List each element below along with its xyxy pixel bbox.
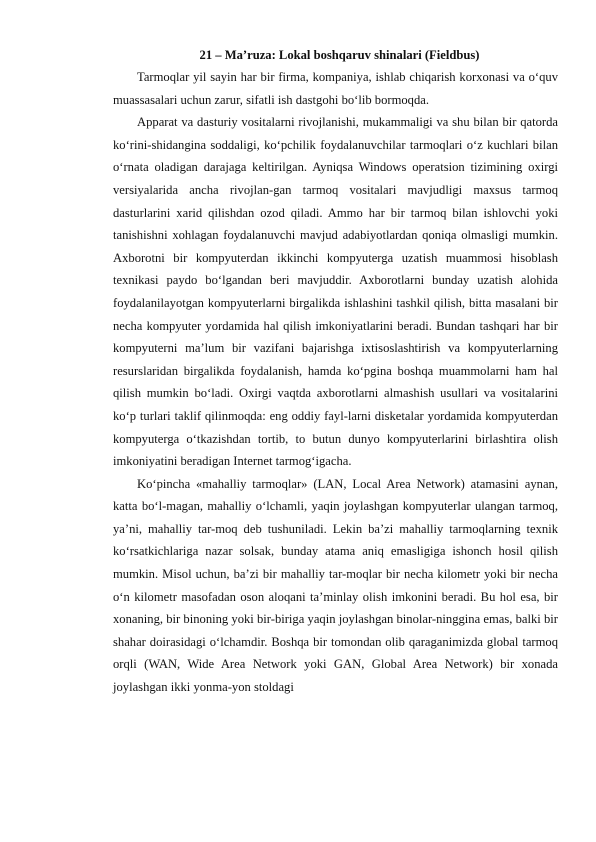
lecture-title: 21 – Ma’ruza: Lokal boshqaruv shinalari (Fieldbus) [199,48,480,62]
document-page [113,44,558,699]
paragraph-intro: Tarmoqlar yil sayin har bir firma, kompaniya, ishlab chiqarish korxonasi va o‘quv muassasalari uchun zarur, sifatli ish dastgohi bo‘lib bormoqda. [113,70,558,107]
paragraph-local-networks: Ko‘pincha «mahalliy tarmoqlar» (LAN, Local Area Network) atamasini aynan, katta bo‘l-magan, mahalliy o‘lchamli, yaqin joylashgan kompyuterlar ulangan tarmoq, ya’ni, mahalliy tar-moq deb tushuniladi. Lekin ba’zi mahalliy tarmoqlarning texnik ko‘rsatkichlariga nazar solsak, bunday atama aniq emasligiga ishonch hosil qilish mumkin. Misol uchun, ba’zi bir mahalliy tar-moqlar bir necha kilometr yoki bir necha o‘n kilometr masofadan oson aloqani ta’minlay olish imkonini beradi. Bu hol esa, bir xonaning, bir binoning yoki bir-biriga yaqin joylashgan binolar-ninggina emas, balki bir shahar doirasidagi o‘lchamdir. Boshqa bir tomondan olib qaraganimizda global tarmoq orqli (WAN, Wide Area Network yoki GAN, Global Area Network) bir xonada joylashgan ikki yonma-yon stoldagi [113,476,558,695]
paragraph-hardware-software: Apparat va dasturiy vositalarni rivojlanishi, mukammaligi va shu bilan bir qatorda ko‘rini-shidangina soddaligi, ko‘pchilik foydalanuvchilar tarmoqlari o‘z kuchlari bilan o‘rnata oladigan darajaga keltirilgan. Ayniqsa Windows operatsion tizimining oxirgi versiyalarida ancha rivojlan-gan tarmoq vositalari mavjudligi maxsus tarmoq dasturlarini xarid qilishdan ozod qiladi. Ammo har bir tarmoq bilan ishlovchi yoki tanishishni xohlagan foydalanuvchi mavjud adabiyotlardan qoniqa olmasligi mumkin. Axborotni bir kompyuterdan ikkinchi kompyuterga uzatish muammosi hisoblash texnikasi paydo bo‘lgandan beri mavjuddir. Axborotlarni bunday uzatish alohida foydalanilayotgan kompyuterlarni birgalikda ishlashini tashkil qilish, bitta masalani bir necha kompyuter yordamida hal qilish imkoniyatlarini beradi. Bundan tashqari har bir kompyuterni ma’lum bir vazifani bajarishga ixtisoslashtirish va kompyuterlarning resurslaridan birgalikda foydalanish, hamda ko‘pgina boshqa muammolarni ham hal qilish mumkin bo‘ladi. Oxirgi vaqtda axborotlarni almashish usullari va vositalarini ko‘p turlari taklif qilinmoqda: eng oddiy fayl-larni disketalar yordamida kompyuterdan kompyuterga o‘tkazishdan tortib, to butun dunyo kompyuterlarini birlashtira olish imkoniyatini beradigan Internet tarmog‘igacha. [113,115,558,469]
